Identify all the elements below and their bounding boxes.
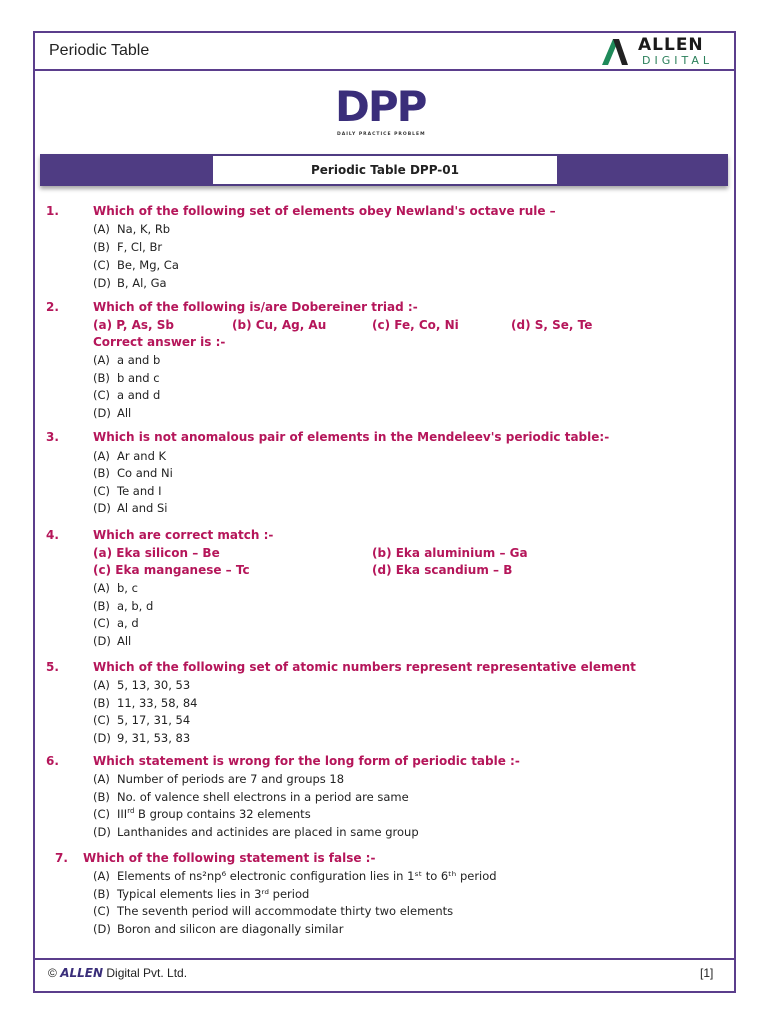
option: (B) Co and Ni (93, 466, 173, 480)
option: (D) 9, 31, 53, 83 (93, 731, 191, 745)
logo-word: ALLEN (638, 35, 704, 55)
sub-item: (c) Eka manganese – Tc (93, 563, 250, 577)
option: (B) No. of valence shell electrons in a period are same (93, 790, 409, 804)
dpp-logo (335, 84, 435, 144)
dpp-title: Periodic Table DPP-01 (213, 156, 557, 184)
question-text: Which are correct match :- (93, 528, 274, 542)
footer-brand: ALLEN (60, 966, 104, 980)
question-prompt: Correct answer is :- (93, 335, 226, 349)
option: (B) 11, 33, 58, 84 (93, 696, 198, 710)
header-divider (33, 69, 736, 71)
sub-item: (b) Eka aluminium – Ga (372, 546, 528, 560)
option: (D) B, Al, Ga (93, 276, 167, 290)
option: (C) Be, Mg, Ca (93, 258, 179, 272)
question-text: Which statement is wrong for the long form of periodic table :- (93, 754, 520, 768)
sub-item: (a) P, As, Sb (93, 318, 174, 332)
option: (A) 5, 13, 30, 53 (93, 678, 191, 692)
option: (C) 5, 17, 31, 54 (93, 713, 191, 727)
page-number: [1] (700, 966, 714, 980)
dpp-sub: DAILY PRACTICE PROBLEM (337, 132, 426, 137)
option: (D) Lanthanides and actinides are placed in same group (93, 825, 419, 839)
question-number: 4. (46, 528, 59, 542)
option: (C) The seventh period will accommodate thirty two elements (93, 904, 454, 918)
sub-item: (b) Cu, Ag, Au (232, 318, 327, 332)
option: (B) Typical elements lies in 3ʳᵈ period (93, 887, 310, 901)
sub-item: (c) Fe, Co, Ni (372, 318, 459, 332)
question-text: Which of the following is/are Dobereiner triad :- (93, 300, 418, 314)
option: (C) a and d (93, 388, 161, 402)
option: (B) F, Cl, Br (93, 240, 163, 254)
option: (A) Na, K, Rb (93, 222, 171, 236)
question-text: Which of the following statement is false :- (83, 851, 376, 865)
option: (C) a, d (93, 616, 139, 630)
option: (A) Ar and K (93, 449, 167, 463)
option: (A) b, c (93, 581, 138, 595)
page-title: Periodic Table (49, 42, 150, 59)
option: (B) a, b, d (93, 599, 154, 613)
option: (A) Number of periods are 7 and groups 18 (93, 772, 345, 786)
option: (A) a and b (93, 353, 161, 367)
footer-company: Digital Pvt. Ltd. (106, 966, 188, 980)
footer-divider (35, 958, 734, 960)
option: (D) Al and Si (93, 501, 168, 515)
footer-copyright (48, 966, 187, 980)
option: (D) Boron and silicon are diagonally similar (93, 922, 344, 936)
allen-digital-logo (598, 35, 728, 67)
option: (D) All (93, 634, 132, 648)
logo-sub: DIGITAL (642, 54, 714, 67)
copyright-symbol: © (48, 966, 57, 980)
question-number: 7. (55, 851, 68, 865)
sub-item: (d) Eka scandium – B (372, 563, 513, 577)
question-number: 1. (46, 204, 59, 218)
option: (A) Elements of ns²np⁶ electronic configuration lies in 1ˢᵗ to 6ᵗʰ period (93, 869, 497, 883)
option: (B) b and c (93, 371, 160, 385)
sub-item: (a) Eka silicon – Be (93, 546, 220, 560)
option: (D) All (93, 406, 132, 420)
option: (C) IIIrd B group contains 32 elements (93, 807, 311, 821)
option: (C) Te and I (93, 484, 162, 498)
question-text: Which of the following set of elements obey Newland's octave rule – (93, 204, 556, 218)
question-text: Which of the following set of atomic numbers represent representative element (93, 660, 636, 674)
question-number: 6. (46, 754, 59, 768)
question-number: 3. (46, 430, 59, 444)
question-number: 5. (46, 660, 59, 674)
question-number: 2. (46, 300, 59, 314)
dpp-word: DPP (335, 82, 426, 131)
allen-logo-icon (600, 37, 630, 67)
sub-item: (d) S, Se, Te (511, 318, 593, 332)
question-text: Which is not anomalous pair of elements in the Mendeleev's periodic table:- (93, 430, 610, 444)
